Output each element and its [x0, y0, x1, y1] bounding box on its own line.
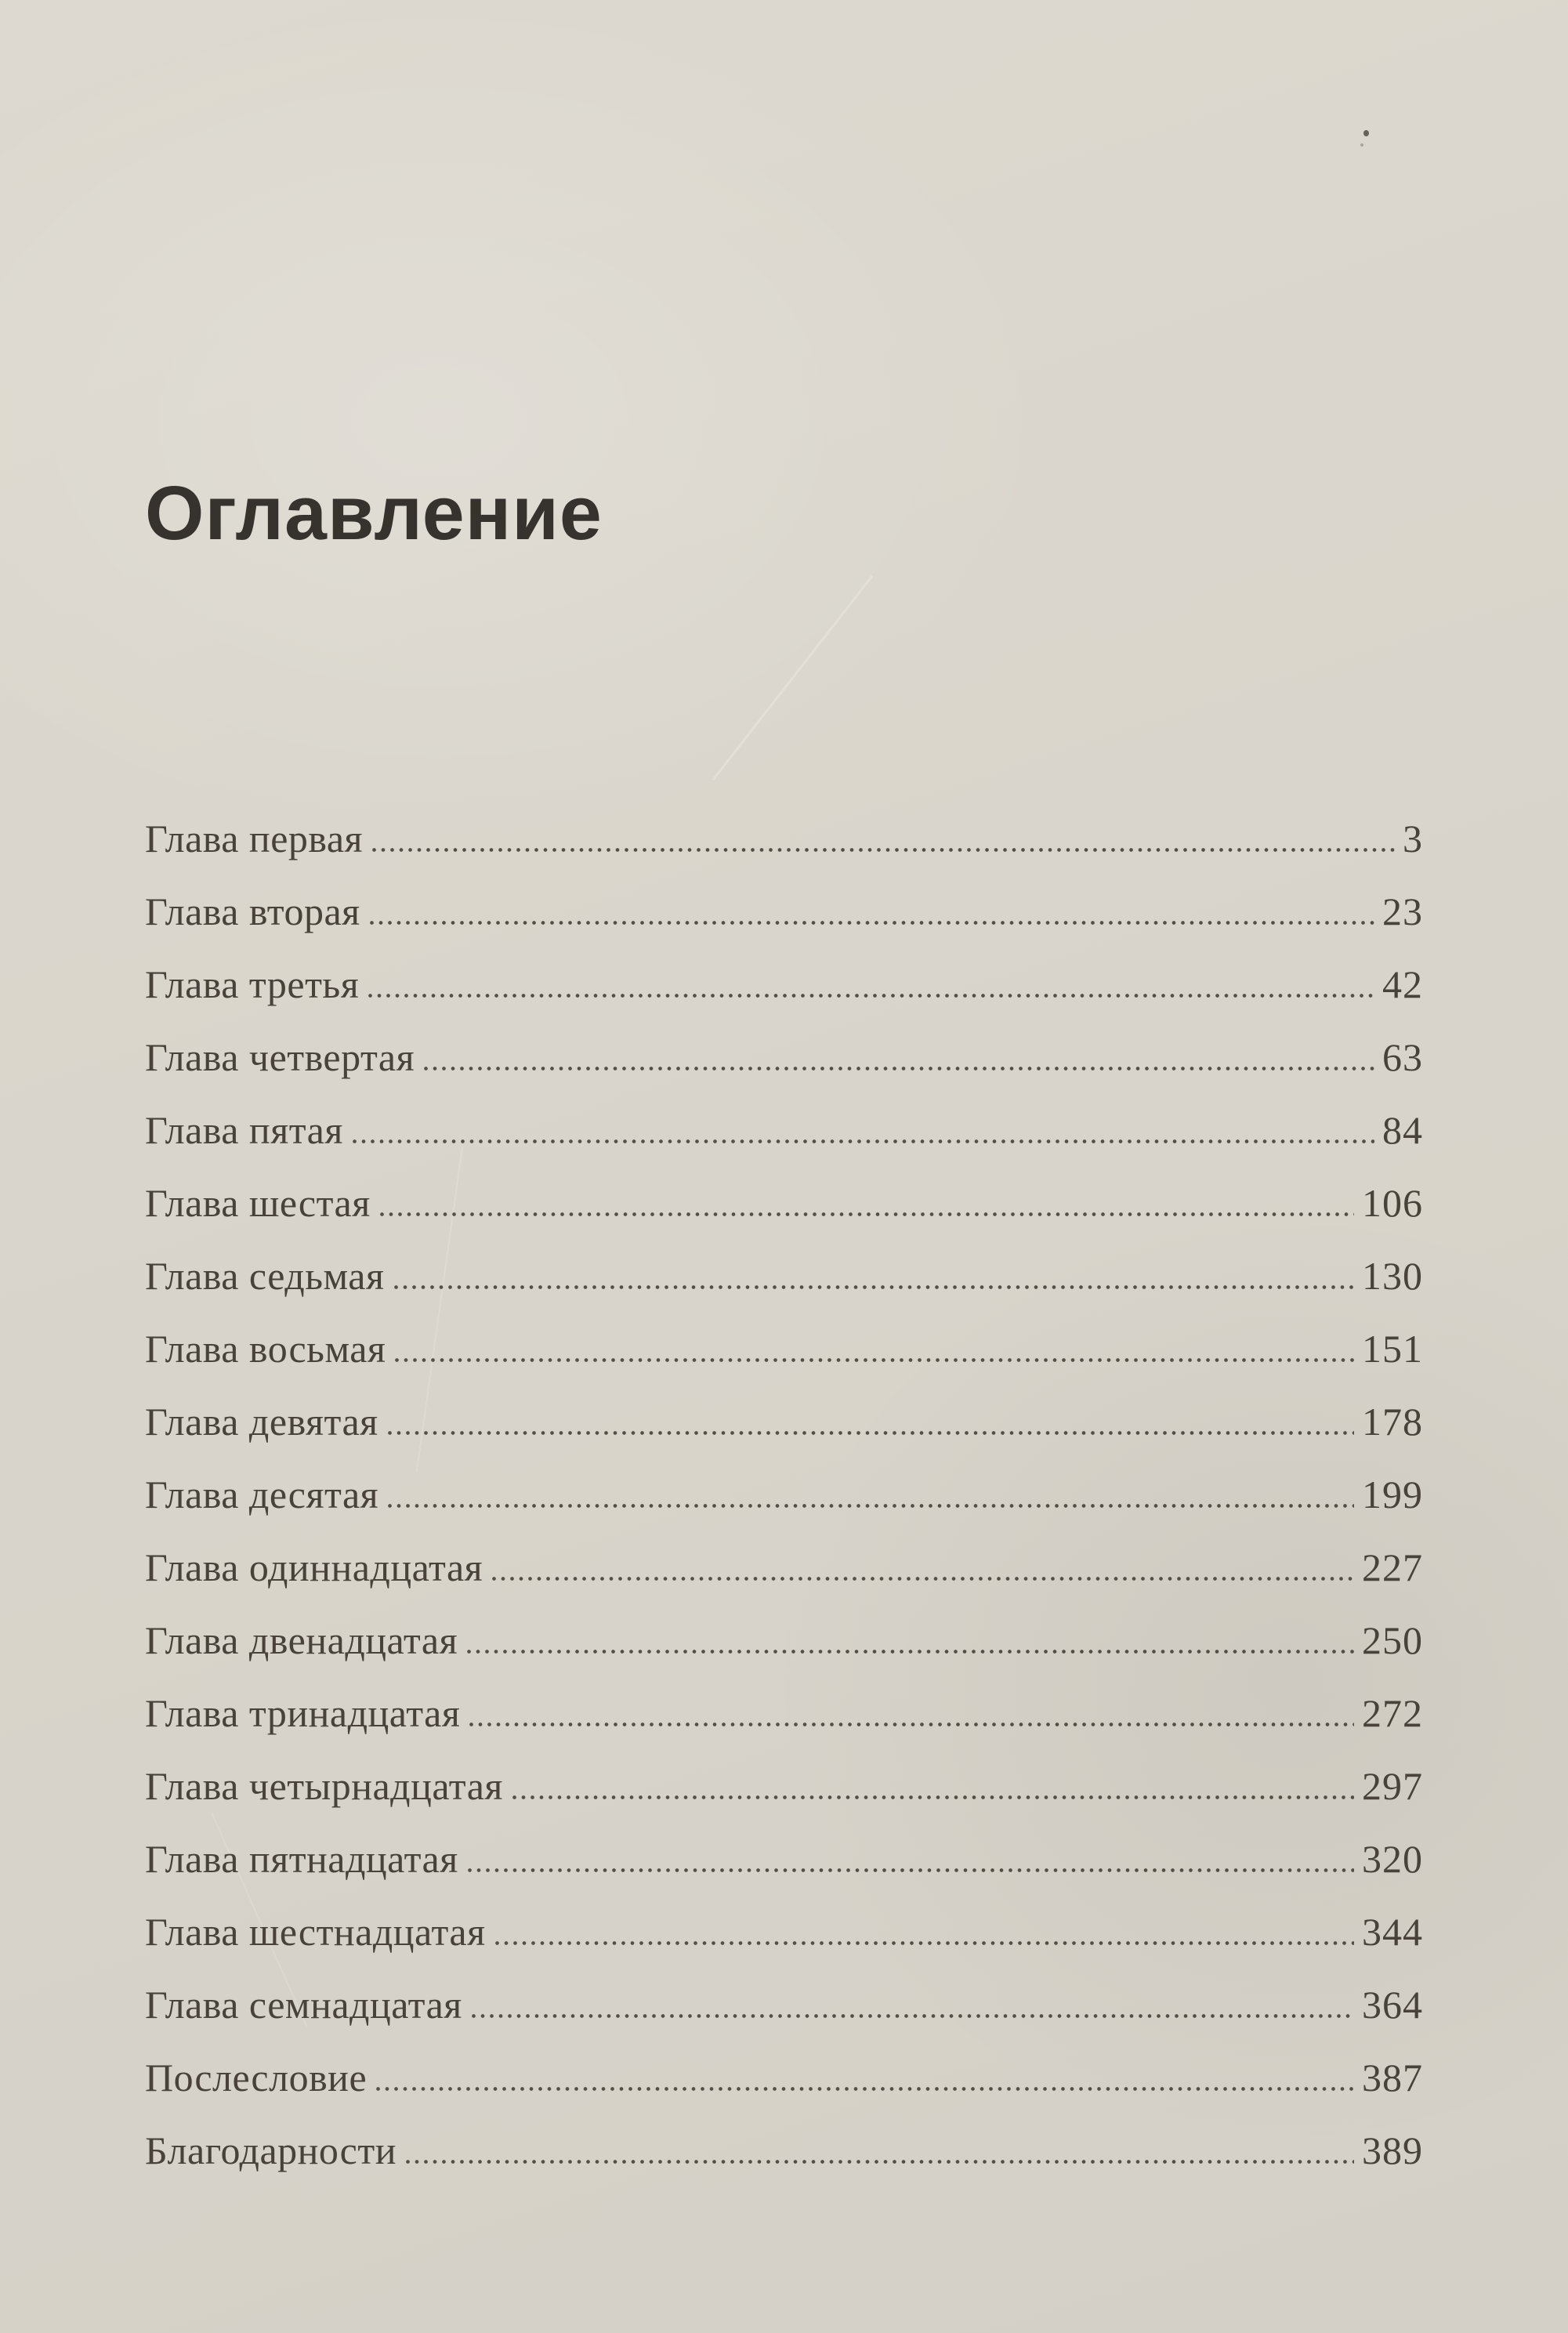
toc-entry-label: Глава шестая [145, 1181, 371, 1225]
toc-entry [145, 1545, 1423, 1589]
dot-leader [353, 1139, 1374, 1143]
toc-entry [145, 1691, 1423, 1735]
dot-leader [492, 1577, 1354, 1581]
toc-entry [145, 819, 1423, 858]
toc-entry [145, 1983, 1423, 2027]
dot-leader [512, 1795, 1354, 1799]
toc-entry-page: 151 [1362, 1327, 1423, 1371]
toc-entry [145, 1110, 1423, 1150]
dot-leader [472, 2014, 1354, 2018]
toc-list [145, 819, 1423, 2204]
toc-entry-page: 199 [1362, 1473, 1423, 1516]
paper-crease [712, 575, 874, 781]
page-title: Оглавление [145, 470, 603, 556]
toc-entry-page: 297 [1362, 1764, 1423, 1808]
toc-entry-label: Благодарности [145, 2128, 397, 2172]
toc-entry-label: Послесловие [145, 2056, 368, 2099]
toc-entry-page: 320 [1362, 1837, 1423, 1881]
dot-leader [495, 1941, 1354, 1945]
toc-entry-label: Глава тринадцатая [145, 1691, 461, 1735]
dot-leader [469, 1723, 1354, 1726]
dot-leader [395, 1358, 1354, 1362]
toc-entry-page: 106 [1362, 1181, 1423, 1225]
toc-entry-page: 42 [1382, 962, 1423, 1006]
toc-entry-page: 387 [1362, 2056, 1423, 2099]
dot-leader [406, 2160, 1354, 2164]
toc-entry-label: Глава первая [145, 817, 364, 860]
toc-entry-page: 130 [1362, 1254, 1423, 1298]
toc-entry-page: 389 [1362, 2128, 1423, 2172]
toc-entry-page: 178 [1362, 1400, 1423, 1444]
ink-speck [1363, 130, 1369, 136]
ink-speck [1360, 143, 1363, 147]
dot-leader [388, 1504, 1354, 1508]
toc-entry-label: Глава пятнадцатая [145, 1837, 458, 1881]
toc-entry-page: 364 [1362, 1983, 1423, 2027]
toc-entry [145, 2058, 1423, 2097]
toc-entry-page: 250 [1362, 1618, 1423, 1662]
toc-entry-label: Глава восьмая [145, 1327, 386, 1371]
toc-entry-label: Глава вторая [145, 889, 360, 933]
toc-entry [145, 1766, 1423, 1806]
dot-leader [380, 1212, 1354, 1216]
toc-entry-label: Глава двенадцатая [145, 1618, 458, 1662]
toc-entry [145, 1035, 1423, 1079]
toc-entry-page: 227 [1362, 1545, 1423, 1589]
toc-entry-page: 3 [1403, 817, 1423, 860]
toc-entry-label: Глава десятая [145, 1473, 379, 1516]
toc-entry [145, 1618, 1423, 1662]
toc-entry-page: 63 [1382, 1035, 1423, 1079]
dot-leader [388, 1431, 1354, 1435]
toc-entry-label: Глава одиннадцатая [145, 1545, 483, 1589]
dot-leader [394, 1285, 1355, 1289]
dot-leader [370, 921, 1374, 925]
toc-entry [145, 962, 1423, 1006]
toc-entry [145, 889, 1423, 933]
toc-entry [145, 1183, 1423, 1223]
toc-entry-label: Глава шестнадцатая [145, 1910, 486, 1954]
dot-leader [368, 994, 1374, 998]
dot-leader [372, 848, 1395, 852]
toc-entry [145, 1475, 1423, 1514]
dot-leader [424, 1067, 1374, 1070]
dot-leader [467, 1650, 1354, 1654]
toc-entry-label: Глава семнадцатая [145, 1983, 462, 2027]
toc-entry-label: Глава седьмая [145, 1254, 385, 1298]
dot-leader [468, 1868, 1354, 1872]
toc-entry [145, 1254, 1423, 1298]
toc-entry-page: 272 [1362, 1691, 1423, 1735]
dot-leader [376, 2087, 1354, 2091]
toc-entry-label: Глава четырнадцатая [145, 1764, 503, 1808]
toc-entry-page: 84 [1382, 1108, 1423, 1152]
toc-entry-label: Глава третья [145, 962, 360, 1006]
toc-entry-page: 23 [1382, 889, 1423, 933]
toc-entry [145, 1910, 1423, 1954]
toc-entry [145, 1400, 1423, 1444]
toc-entry [145, 1837, 1423, 1881]
toc-entry-label: Глава девятая [145, 1400, 378, 1444]
toc-entry [145, 1327, 1423, 1371]
toc-entry-page: 344 [1362, 1910, 1423, 1954]
toc-entry-label: Глава пятая [145, 1108, 343, 1152]
toc-entry-label: Глава четвертая [145, 1035, 415, 1079]
toc-entry [145, 2128, 1423, 2172]
